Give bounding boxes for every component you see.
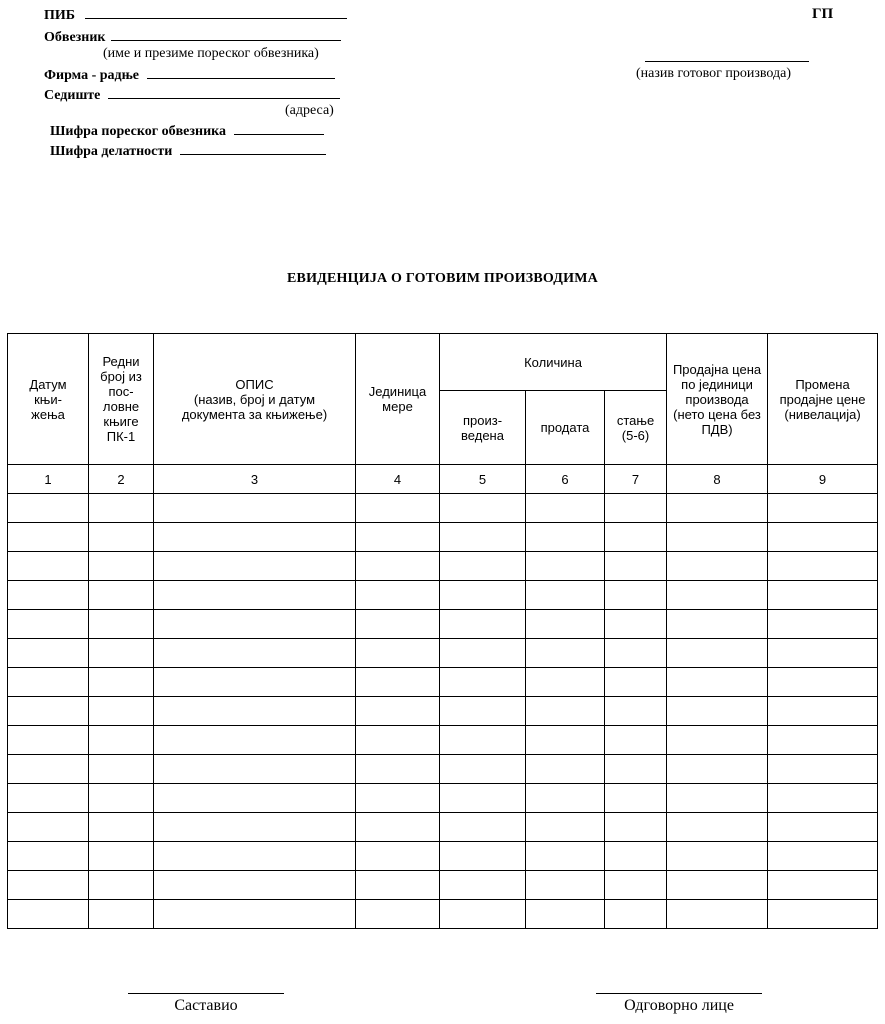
table-cell[interactable] — [154, 813, 356, 842]
table-cell[interactable] — [440, 813, 526, 842]
table-cell[interactable] — [89, 784, 154, 813]
col-number: 7 — [605, 465, 667, 494]
table-cell[interactable] — [440, 755, 526, 784]
firma-label: Фирма - радње — [44, 68, 140, 83]
table-cell[interactable] — [768, 784, 878, 813]
table-cell[interactable] — [667, 494, 768, 523]
table-cell[interactable] — [667, 842, 768, 871]
table-cell[interactable] — [154, 552, 356, 581]
table-row — [8, 610, 878, 639]
table-cell[interactable] — [605, 552, 667, 581]
table-cell[interactable] — [768, 523, 878, 552]
table-cell[interactable] — [526, 610, 605, 639]
table-cell[interactable] — [8, 784, 89, 813]
table-cell[interactable] — [8, 871, 89, 900]
table-cell[interactable] — [667, 871, 768, 900]
obveznik-label: Обвезник — [44, 30, 106, 45]
table-cell[interactable] — [89, 813, 154, 842]
table-cell[interactable] — [605, 755, 667, 784]
table-row — [8, 871, 878, 900]
col-redni-broj-header: Редни број из пос- ловне књиге ПК-1 — [89, 334, 154, 465]
table-cell[interactable] — [768, 494, 878, 523]
pib-label: ПИБ — [44, 8, 76, 23]
table-cell[interactable] — [768, 697, 878, 726]
col-stanje-header: стање (5-6) — [605, 391, 667, 465]
obveznik-hint: (име и презиме пореског обвезника) — [103, 46, 319, 61]
table-cell[interactable] — [8, 523, 89, 552]
table-cell[interactable] — [667, 552, 768, 581]
left-signature-line[interactable] — [128, 993, 284, 994]
table-cell[interactable] — [440, 900, 526, 929]
table-cell[interactable] — [768, 726, 878, 755]
product-name-line[interactable] — [645, 61, 809, 62]
sediste-input-line[interactable] — [108, 86, 340, 99]
sifra-obveznika-input-line[interactable] — [234, 122, 324, 135]
table-cell[interactable] — [154, 871, 356, 900]
kolicina-header: Количина — [440, 334, 667, 391]
table-cell[interactable] — [89, 552, 154, 581]
table-cell[interactable] — [154, 494, 356, 523]
col-number: 9 — [768, 465, 878, 494]
table-cell[interactable] — [154, 610, 356, 639]
firma-field — [44, 66, 335, 84]
obveznik-input-line[interactable] — [111, 28, 341, 41]
table-cell[interactable] — [440, 871, 526, 900]
table-cell[interactable] — [440, 494, 526, 523]
table-cell[interactable] — [8, 842, 89, 871]
sifra-obveznika-field — [50, 122, 324, 140]
table-cell[interactable] — [89, 668, 154, 697]
table-cell[interactable] — [154, 784, 356, 813]
col-number: 6 — [526, 465, 605, 494]
sediste-field — [44, 86, 340, 104]
col-number: 2 — [89, 465, 154, 494]
col-number: 1 — [8, 465, 89, 494]
table-cell[interactable] — [768, 871, 878, 900]
table-row — [8, 581, 878, 610]
table-cell[interactable] — [526, 494, 605, 523]
table-cell[interactable] — [356, 581, 440, 610]
table-cell[interactable] — [440, 697, 526, 726]
table-cell[interactable] — [440, 668, 526, 697]
table-row — [8, 523, 878, 552]
obveznik-field — [44, 28, 341, 46]
table-cell[interactable] — [667, 639, 768, 668]
products-table — [7, 333, 878, 929]
table-cell[interactable] — [356, 726, 440, 755]
table-cell[interactable] — [667, 784, 768, 813]
table-cell[interactable] — [667, 697, 768, 726]
col-number: 4 — [356, 465, 440, 494]
table-cell[interactable] — [89, 842, 154, 871]
column-numbers-row — [8, 465, 878, 494]
table-cell[interactable] — [356, 494, 440, 523]
table-row — [8, 813, 878, 842]
table-cell[interactable] — [154, 697, 356, 726]
table-cell[interactable] — [356, 813, 440, 842]
table-row — [8, 639, 878, 668]
col-number: 3 — [154, 465, 356, 494]
table-cell[interactable] — [605, 639, 667, 668]
table-cell[interactable] — [440, 581, 526, 610]
table-cell[interactable] — [89, 523, 154, 552]
col-promena-cene-header: Промена продајне цене (нивелација) — [768, 334, 878, 465]
table-cell[interactable] — [440, 842, 526, 871]
table-cell[interactable] — [768, 552, 878, 581]
table-cell[interactable] — [8, 639, 89, 668]
table-row — [8, 726, 878, 755]
table-cell[interactable] — [440, 523, 526, 552]
table-cell[interactable] — [154, 581, 356, 610]
table-cell[interactable] — [667, 668, 768, 697]
table-cell[interactable] — [89, 697, 154, 726]
table-cell[interactable] — [8, 726, 89, 755]
table-cell[interactable] — [667, 755, 768, 784]
product-hint: (назив готовог производа) — [636, 66, 792, 81]
table-cell[interactable] — [526, 697, 605, 726]
table-cell[interactable] — [605, 668, 667, 697]
table-row — [8, 697, 878, 726]
table-cell[interactable] — [89, 755, 154, 784]
table-cell[interactable] — [526, 871, 605, 900]
col-number: 8 — [667, 465, 768, 494]
table-cell[interactable] — [605, 523, 667, 552]
table-cell[interactable] — [605, 610, 667, 639]
table-cell[interactable] — [356, 871, 440, 900]
table-cell[interactable] — [356, 639, 440, 668]
col-jedinica-header: Јединица мере — [356, 334, 440, 465]
table-cell[interactable] — [440, 610, 526, 639]
table-row — [8, 784, 878, 813]
table-cell[interactable] — [356, 755, 440, 784]
table-cell[interactable] — [526, 900, 605, 929]
table-cell[interactable] — [768, 900, 878, 929]
table-cell[interactable] — [667, 813, 768, 842]
table-cell[interactable] — [526, 639, 605, 668]
table-cell[interactable] — [667, 610, 768, 639]
table-cell[interactable] — [605, 842, 667, 871]
sifra-delatnosti-label: Шифра делатности — [50, 144, 173, 159]
table-cell[interactable] — [768, 668, 878, 697]
table-cell[interactable] — [8, 813, 89, 842]
sifra-delatnosti-input-line[interactable] — [180, 142, 326, 155]
col-proizvedena-header: произ- ведена — [440, 391, 526, 465]
table-cell[interactable] — [89, 726, 154, 755]
table-cell[interactable] — [667, 581, 768, 610]
sifra-delatnosti-field — [50, 142, 326, 160]
table-cell[interactable] — [605, 494, 667, 523]
table-cell[interactable] — [526, 813, 605, 842]
table-cell[interactable] — [667, 900, 768, 929]
table-row — [8, 494, 878, 523]
right-signature-line[interactable] — [596, 993, 762, 994]
table-row — [8, 755, 878, 784]
table-cell[interactable] — [8, 697, 89, 726]
sediste-label: Седиште — [44, 88, 101, 103]
page-title: ЕВИДЕНЦИЈА О ГОТОВИМ ПРОИЗВОДИМА — [287, 271, 598, 286]
table-cell[interactable] — [89, 494, 154, 523]
table-cell[interactable] — [356, 842, 440, 871]
sifra-obveznika-label: Шифра пореског обвезника — [50, 124, 226, 139]
col-opis-header — [154, 334, 356, 465]
adresa-hint: (адреса) — [285, 103, 334, 118]
table-cell[interactable] — [8, 552, 89, 581]
table-cell[interactable] — [768, 581, 878, 610]
left-signature-label: Саставио — [174, 997, 238, 1014]
table-cell[interactable] — [768, 639, 878, 668]
table-cell[interactable] — [440, 726, 526, 755]
table-cell[interactable] — [667, 726, 768, 755]
table-cell[interactable] — [154, 639, 356, 668]
table-cell[interactable] — [8, 494, 89, 523]
table-cell[interactable] — [154, 755, 356, 784]
table-cell[interactable] — [440, 552, 526, 581]
col-opis-title: ОПИС — [235, 376, 274, 392]
table-cell[interactable] — [667, 523, 768, 552]
table-row — [8, 668, 878, 697]
table-cell[interactable] — [8, 668, 89, 697]
table-body — [8, 494, 878, 929]
table-cell[interactable] — [526, 581, 605, 610]
table-cell[interactable] — [8, 581, 89, 610]
table-cell[interactable] — [89, 581, 154, 610]
table-cell[interactable] — [440, 639, 526, 668]
table-cell[interactable] — [356, 784, 440, 813]
pib-input-line[interactable] — [85, 6, 347, 19]
right-signature-label: Одговорно лице — [624, 997, 734, 1014]
table-row — [8, 900, 878, 929]
table-cell[interactable] — [440, 784, 526, 813]
table-cell[interactable] — [8, 900, 89, 929]
table-cell[interactable] — [526, 755, 605, 784]
table-cell[interactable] — [154, 842, 356, 871]
table-cell[interactable] — [154, 900, 356, 929]
table-cell[interactable] — [605, 813, 667, 842]
col-opis-hint: (назив, број и датум документа за књижење) — [181, 391, 328, 422]
table-cell[interactable] — [8, 755, 89, 784]
table-cell[interactable] — [526, 523, 605, 552]
col-prodata-header: продата — [526, 391, 605, 465]
table-cell[interactable] — [526, 668, 605, 697]
col-datum-header: Датум књи- жења — [8, 334, 89, 465]
table-cell[interactable] — [356, 900, 440, 929]
table-row — [8, 552, 878, 581]
table-cell[interactable] — [89, 900, 154, 929]
table-cell[interactable] — [154, 523, 356, 552]
table-cell[interactable] — [8, 610, 89, 639]
table-cell[interactable] — [356, 523, 440, 552]
table-cell[interactable] — [768, 755, 878, 784]
table-cell[interactable] — [154, 668, 356, 697]
table-cell[interactable] — [605, 581, 667, 610]
table-cell[interactable] — [356, 552, 440, 581]
table-cell[interactable] — [526, 784, 605, 813]
table-cell[interactable] — [89, 610, 154, 639]
table-cell[interactable] — [605, 784, 667, 813]
table-cell[interactable] — [605, 726, 667, 755]
table-cell[interactable] — [526, 552, 605, 581]
table-cell[interactable] — [605, 871, 667, 900]
table-cell[interactable] — [605, 900, 667, 929]
col-prodajna-cena-header: Продајна цена по јединици производа (нето цена без ПДВ) — [667, 334, 768, 465]
table-cell[interactable] — [526, 726, 605, 755]
table-cell[interactable] — [356, 697, 440, 726]
col-number: 5 — [440, 465, 526, 494]
firma-input-line[interactable] — [147, 66, 335, 79]
table-cell[interactable] — [356, 668, 440, 697]
table-cell[interactable] — [356, 610, 440, 639]
table-row — [8, 842, 878, 871]
form-code: ГП — [812, 6, 834, 22]
pib-field — [44, 6, 347, 24]
table-cell[interactable] — [526, 842, 605, 871]
table-cell[interactable] — [768, 842, 878, 871]
table-cell[interactable] — [89, 639, 154, 668]
table-cell[interactable] — [768, 610, 878, 639]
table-cell[interactable] — [605, 697, 667, 726]
table-cell[interactable] — [768, 813, 878, 842]
table-cell[interactable] — [89, 871, 154, 900]
table-cell[interactable] — [154, 726, 356, 755]
